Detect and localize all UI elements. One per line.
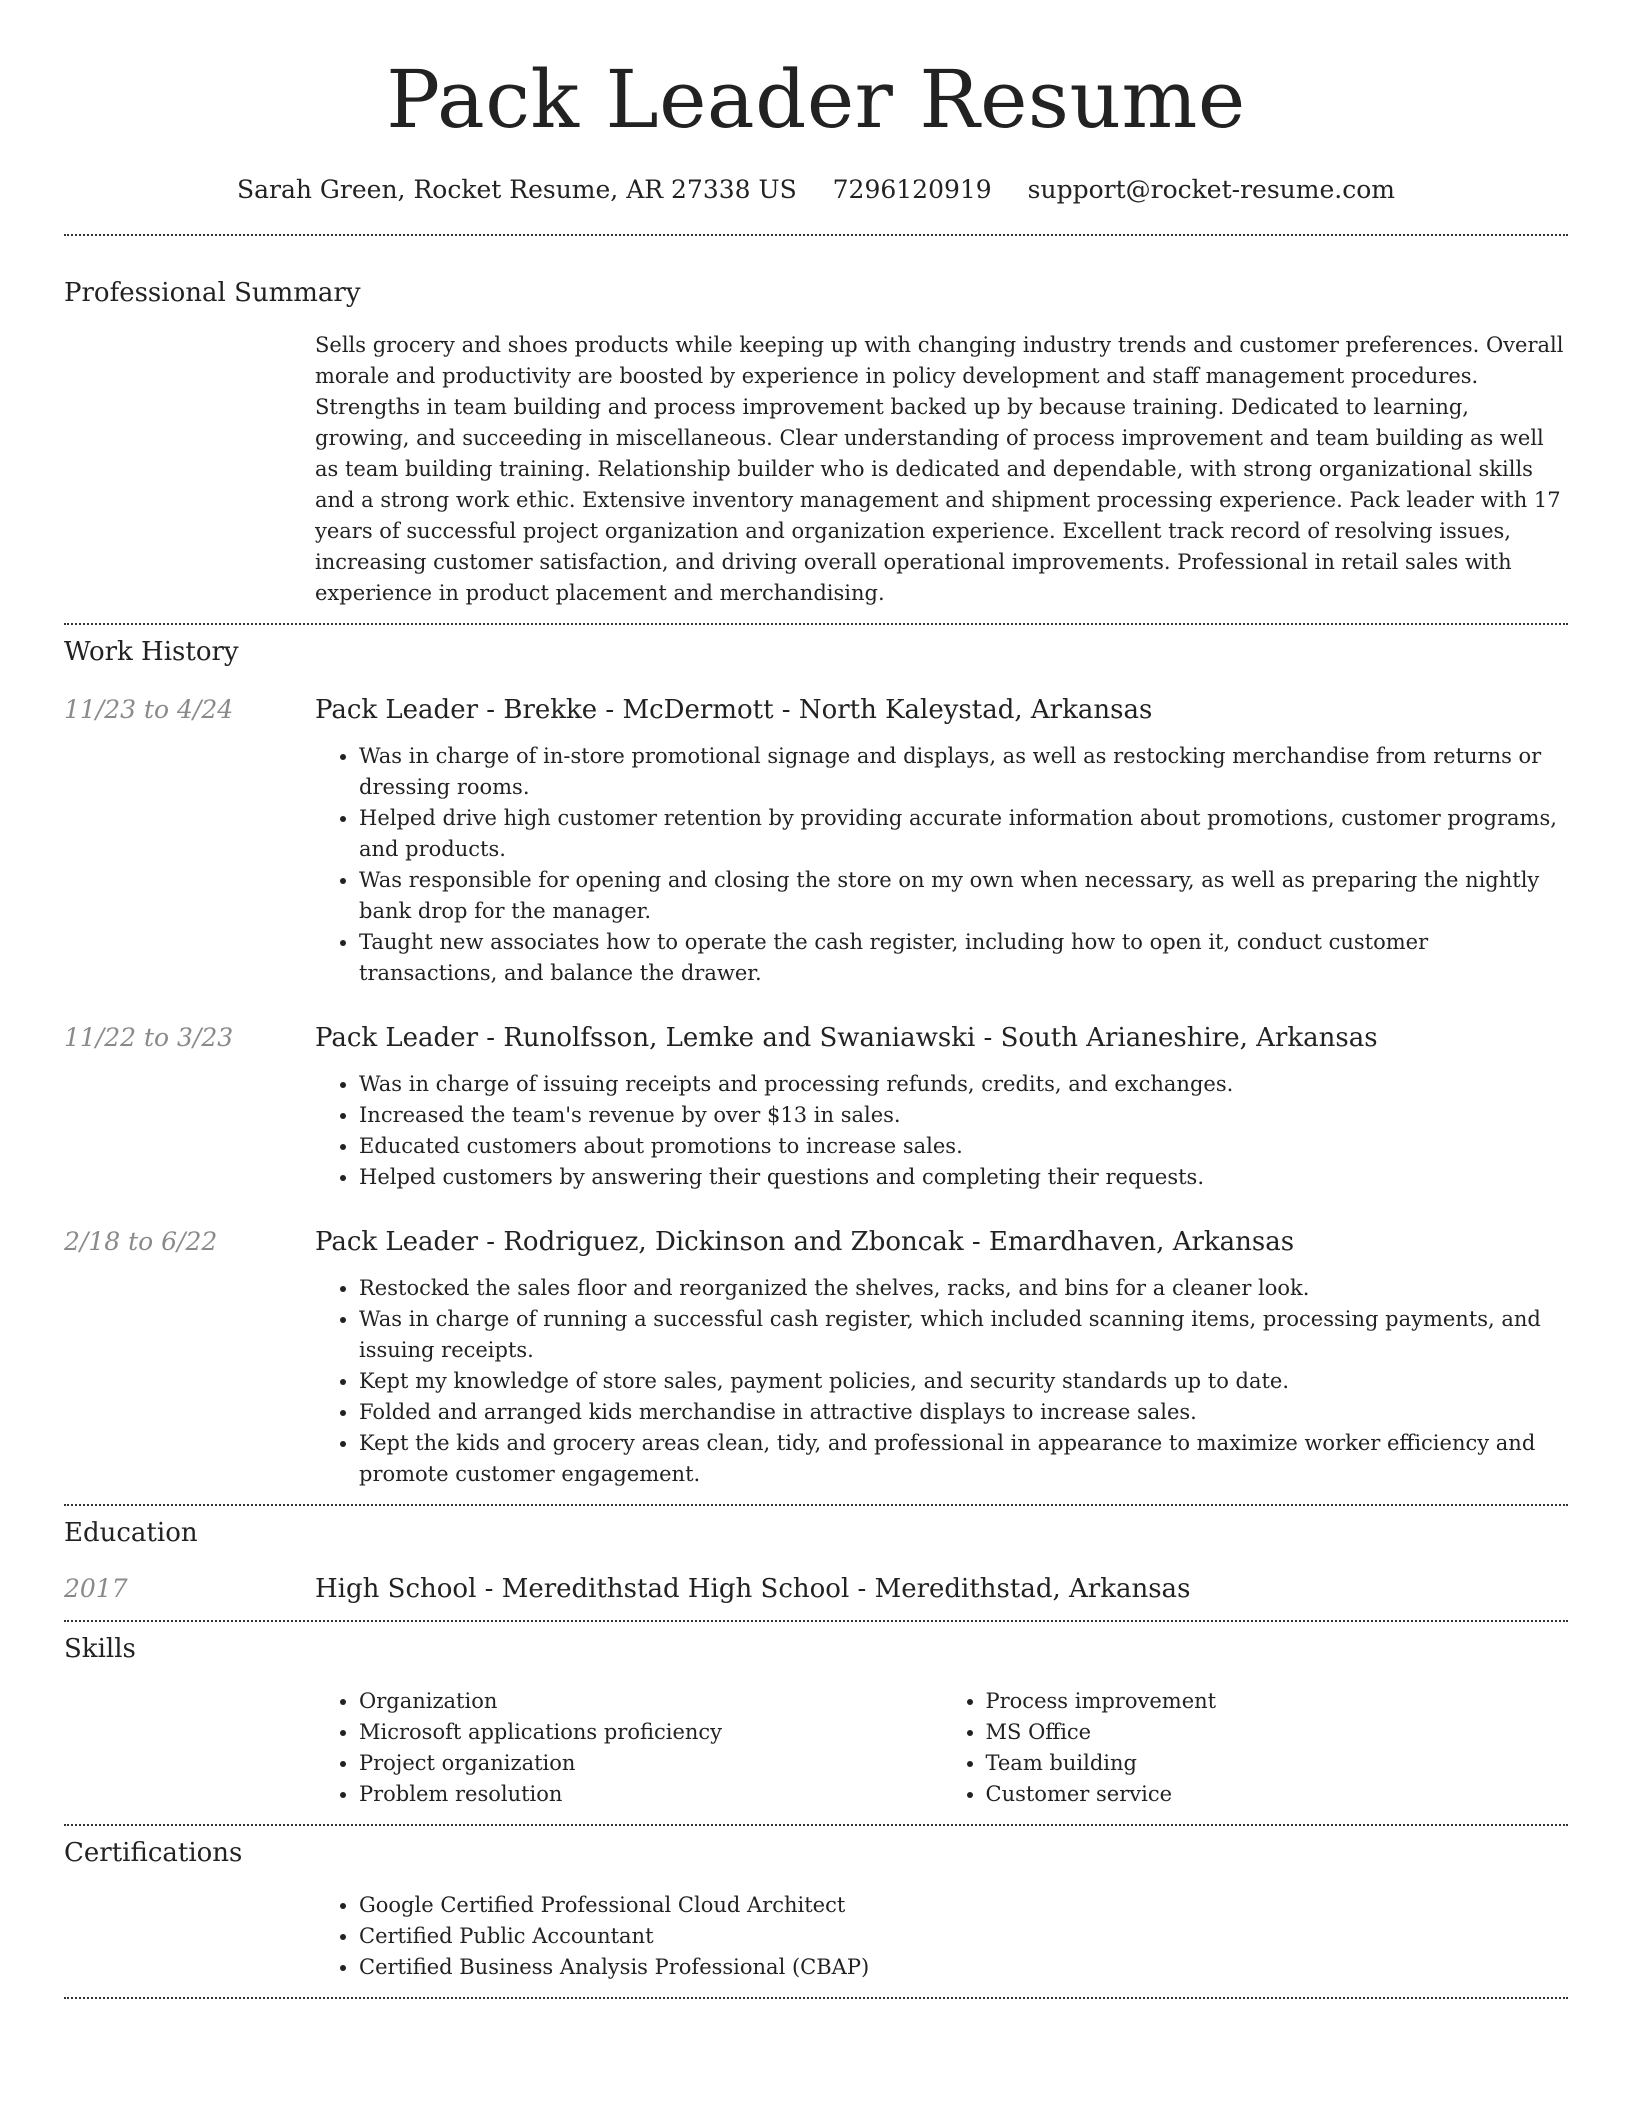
job-entry: [64, 1225, 1568, 1490]
job-entry: [64, 1021, 1568, 1193]
skills-row: [64, 1686, 1568, 1810]
job-bullet: • Educated customers about promotions to increase sales.: [359, 1131, 1568, 1162]
skill-item: • Customer service: [986, 1779, 1569, 1810]
job-bullet: • Kept the kids and grocery areas clean, tidy, and professional in appearance to maximize worker efficiency and promote customer engagement.: [359, 1428, 1568, 1490]
skill-item: • Microsoft applications proficiency: [359, 1717, 942, 1748]
skill-item: • Project organization: [359, 1748, 942, 1779]
job-title: Pack Leader - Runolfsson, Lemke and Swaniawski - South Arianeshire, Arkansas: [315, 1023, 1378, 1053]
divider: [64, 1504, 1568, 1506]
divider: [64, 234, 1568, 236]
job-entry: [64, 693, 1568, 989]
section-title-education: Education: [64, 1518, 198, 1548]
certifications-row: [64, 1890, 1568, 1983]
job-bullet: • Was responsible for opening and closing the store on my own when necessary, as well as preparing the nightly bank drop for the manager.: [359, 865, 1568, 927]
skills-list-left: [315, 1686, 942, 1810]
skills-list-right: [942, 1686, 1569, 1810]
certification-item: • Google Certified Professional Cloud Architect: [359, 1890, 1568, 1921]
job-bullet: • Increased the team's revenue by over $13 in sales.: [359, 1100, 1568, 1131]
certification-item: • Certified Public Accountant: [359, 1921, 1568, 1952]
job-bullets: [315, 741, 1568, 989]
section-title-certifications: Certifications: [64, 1838, 243, 1868]
job-bullets: [315, 1069, 1568, 1193]
job-title: Pack Leader - Rodriguez, Dickinson and Zboncak - Emardhaven, Arkansas: [315, 1227, 1295, 1257]
skills-columns: [315, 1686, 1568, 1810]
job-bullet: • Taught new associates how to operate the cash register, including how to open it, conduct customer transactions, and balance the drawer.: [359, 927, 1568, 989]
education-entry: [64, 1572, 1568, 1606]
section-title-skills: Skills: [64, 1634, 136, 1664]
job-bullet: • Restocked the sales floor and reorganized the shelves, racks, and bins for a cleaner look.: [359, 1273, 1568, 1304]
divider: [64, 1620, 1568, 1622]
section-title-work: Work History: [64, 637, 239, 667]
job-bullet: • Kept my knowledge of store sales, payment policies, and security standards up to date.: [359, 1366, 1568, 1397]
skill-item: • Process improvement: [986, 1686, 1569, 1717]
summary-row: [64, 330, 1568, 609]
job-bullet: • Was in charge of in-store promotional signage and displays, as well as restocking merchandise from returns or dressing rooms.: [359, 741, 1568, 803]
contact-phone: 7296120919: [832, 175, 992, 204]
job-bullets: [315, 1273, 1568, 1490]
skill-item: • MS Office: [986, 1717, 1569, 1748]
summary-text: Sells grocery and shoes products while keeping up with changing industry trends and customer preferences. Overall morale and productivity are boosted by experience in policy development and staff management procedures. Strengths in team building and process improvement backed up by because training. Dedicated to learning, growing, and succeeding in miscellaneous. Clear understanding of process improvement and team building as well as team building training. Relationship builder who is dedicated and dependable, with strong organizational skills and a strong work ethic. Extensive inventory management and shipment processing experience. Pack leader with 17 years of successful project organization and organization experience. Excellent track record of resolving issues, increasing customer satisfaction, and driving overall operational improvements. Professional in retail sales with experience in product placement and merchandising.: [315, 333, 1564, 605]
job-bullet: • Helped customers by answering their questions and completing their requests.: [359, 1162, 1568, 1193]
resume-title: Pack Leader Resume: [386, 53, 1246, 146]
resume-page: [64, 0, 1568, 1999]
skill-item: • Organization: [359, 1686, 942, 1717]
contact-address: Sarah Green, Rocket Resume, AR 27338 US: [237, 175, 797, 204]
section-title-summary: Professional Summary: [64, 278, 361, 308]
job-bullet: • Helped drive high customer retention by providing accurate information about promotions, customer programs, and products.: [359, 803, 1568, 865]
divider: [64, 1997, 1568, 1999]
skill-item: • Problem resolution: [359, 1779, 942, 1810]
job-title: Pack Leader - Brekke - McDermott - North Kaleystad, Arkansas: [315, 695, 1153, 725]
job-date: 2/18 to 6/22: [64, 1227, 218, 1256]
certification-item: • Certified Business Analysis Professional (CBAP): [359, 1952, 1568, 1983]
job-bullet: • Was in charge of issuing receipts and processing refunds, credits, and exchanges.: [359, 1069, 1568, 1100]
skill-item: • Team building: [986, 1748, 1569, 1779]
education-date: 2017: [64, 1574, 128, 1603]
job-bullet: • Folded and arranged kids merchandise in attractive displays to increase sales.: [359, 1397, 1568, 1428]
divider: [64, 1824, 1568, 1826]
certifications-list: [315, 1890, 1568, 1983]
education-title: High School - Meredithstad High School - Meredithstad, Arkansas: [315, 1574, 1191, 1604]
job-date: 11/23 to 4/24: [64, 695, 234, 724]
contact-email: support@rocket-resume.com: [1027, 175, 1395, 204]
job-bullet: • Was in charge of running a successful cash register, which included scanning items, processing payments, and issuing receipts.: [359, 1304, 1568, 1366]
contact-line: [64, 172, 1568, 208]
divider: [64, 623, 1568, 625]
job-date: 11/22 to 3/23: [64, 1023, 234, 1052]
